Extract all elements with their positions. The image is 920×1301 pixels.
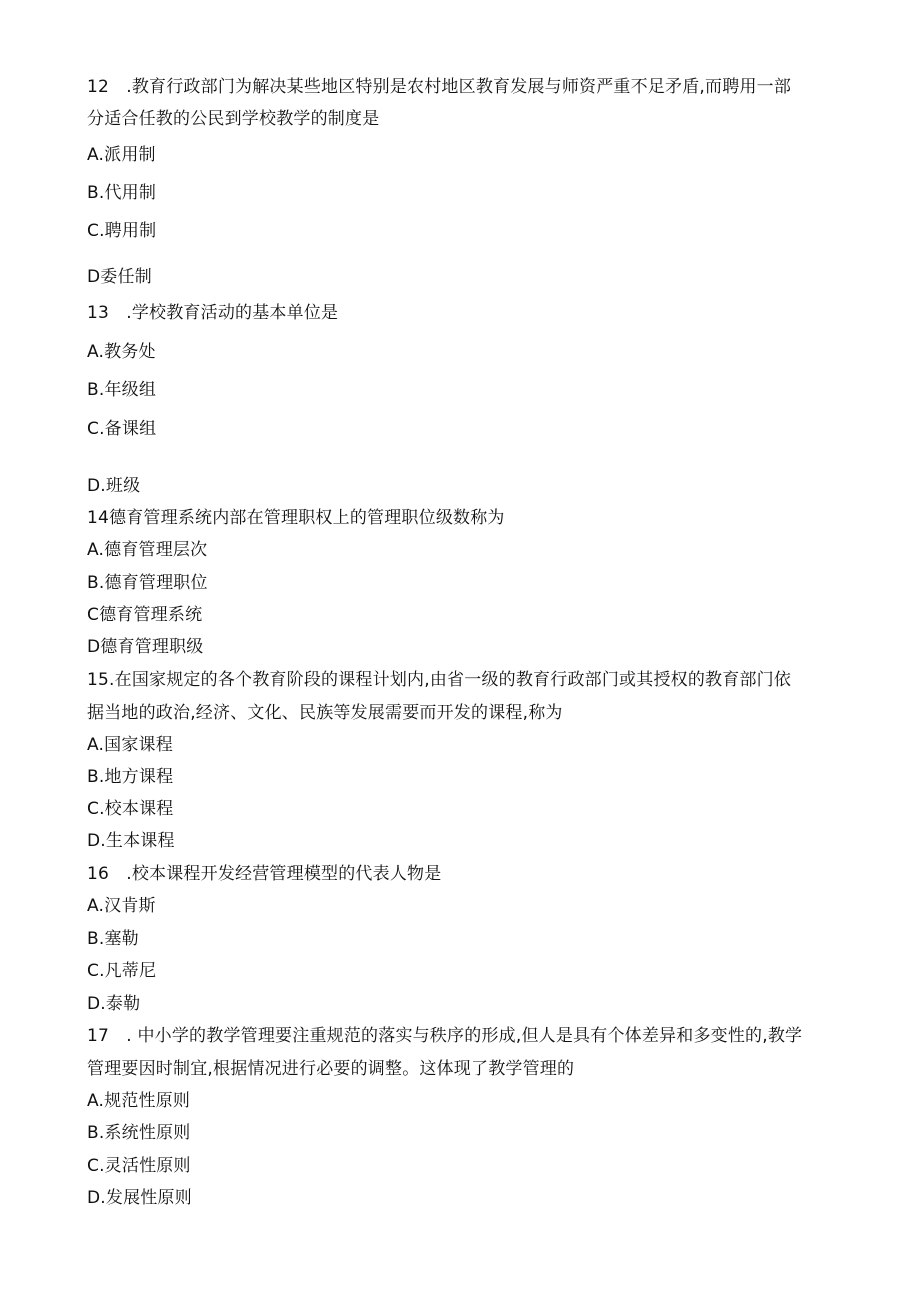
q17-stem-line-1: 17 . 中小学的教学管理要注重规范的落实与秩序的形成,但人是具有个体差异和多变性的,教学 [87, 1026, 803, 1046]
q15-stem-line-2: 据当地的政治,经济、文化、民族等发展需要而开发的课程,称为 [87, 703, 563, 723]
q15-option-a: A.国家课程 [87, 735, 173, 755]
q14-option-c: C德育管理系统 [87, 605, 203, 625]
q12-option-b: B.代用制 [87, 183, 157, 203]
q17-stem-line-2: 管理要因时制宜,根据情况进行必要的调整。这体现了教学管理的 [87, 1059, 575, 1079]
q15-stem-line-1: 15.在国家规定的各个教育阶段的课程计划内,由省一级的教育行政部门或其授权的教育部门依 [87, 670, 792, 690]
q14-option-d: D德育管理职级 [87, 637, 204, 657]
q12-stem-line-1: 12 .教育行政部门为解决某些地区特别是农村地区教育发展与师资严重不足矛盾,而聘用一部 [87, 77, 792, 97]
q13-option-a: A.教务处 [87, 342, 156, 362]
q13-stem-line-1: 13 .学校教育活动的基本单位是 [87, 303, 339, 323]
q12-option-a: A.派用制 [87, 145, 156, 165]
q14-option-b: B.德育管理职位 [87, 573, 208, 593]
q16-option-c: C.凡蒂尼 [87, 961, 157, 981]
q17-option-b: B.系统性原则 [87, 1123, 191, 1143]
q12-stem-line-2: 分适合任教的公民到学校教学的制度是 [87, 109, 380, 129]
q15-option-d: D.生本课程 [87, 831, 175, 851]
q13-option-c: C.备课组 [87, 419, 157, 439]
q14-option-a: A.德育管理层次 [87, 540, 208, 560]
q12-option-c: C.聘用制 [87, 221, 157, 241]
q13-option-d: D.班级 [87, 476, 141, 496]
q17-option-c: C.灵活性原则 [87, 1156, 191, 1176]
q12-option-d: D委任制 [87, 267, 152, 287]
q13-option-b: B.年级组 [87, 380, 157, 400]
q16-stem-line-1: 16 .校本课程开发经营管理模型的代表人物是 [87, 864, 442, 884]
q16-option-d: D.泰勒 [87, 994, 141, 1014]
q16-option-a: A.汉肯斯 [87, 896, 156, 916]
q14-stem-line-1: 14德育管理系统内部在管理职权上的管理职位级数称为 [87, 508, 505, 528]
q17-option-d: D.发展性原则 [87, 1188, 192, 1208]
q15-option-c: C.校本课程 [87, 799, 174, 819]
q16-option-b: B.塞勒 [87, 929, 139, 949]
q15-option-b: B.地方课程 [87, 767, 174, 787]
q17-option-a: A.规范性原则 [87, 1091, 191, 1111]
